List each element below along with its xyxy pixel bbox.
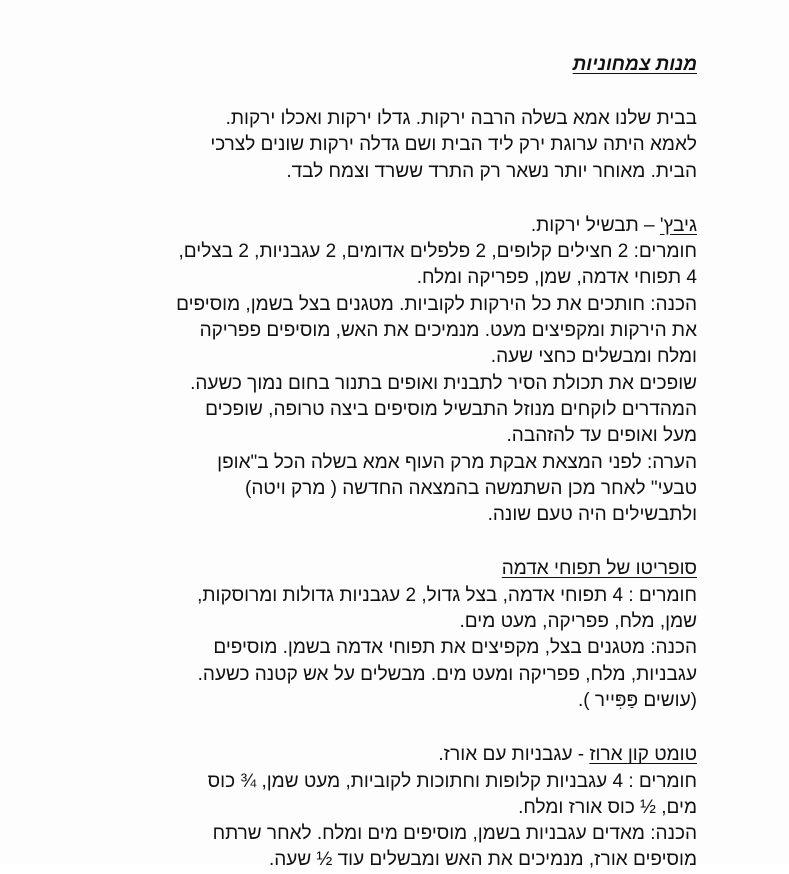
intro-line: לאמא היתה ערוגת ירק ליד הבית ושם גדלה ירקות שונים לצרכי xyxy=(210,134,697,156)
document-body xyxy=(137,52,697,874)
recipe-line: חומרים: 2 חצילים קלופים, 2 פלפלים אדומים, 2 עגבניות, 2 בצלים, xyxy=(178,241,697,263)
recipe-gibetz xyxy=(137,213,697,529)
recipe-line: ולתבשילים היה טעם שונה. xyxy=(487,504,697,526)
recipe-line: 4 תפוחי אדמה, שמן, פפריקה ומלח. xyxy=(416,267,697,289)
recipe-tomat-kon-aroz xyxy=(137,742,697,873)
recipe-line: מוסיפים אורז, מנמיכים את האש ומבשלים עוד ½ שעה. xyxy=(268,849,697,871)
recipe-line: עגבניות, מלח, פפריקה ומעט מים. מבשלים על אש קטנה כשעה. xyxy=(197,663,697,685)
recipe-line: הערה: לפני המצאת אבקת מרק העוף אמא בשלה הכל ב"אופן xyxy=(217,451,697,473)
recipe-sofrito xyxy=(137,556,697,714)
recipe-name: גיבץ' xyxy=(659,214,697,236)
recipe-heading xyxy=(137,213,697,239)
recipe-line: הכנה: חותכים את כל הירקות לקוביות. מטגנים בצל בשמן, מוסיפים xyxy=(176,293,697,315)
recipe-line: שמן, מלח, פפריקה, מעט מים. xyxy=(459,611,697,633)
recipe-line: ומלח ומבשלים כחצי שעה. xyxy=(490,346,697,368)
recipe-subtitle: - עגבניות עם אורז. xyxy=(438,744,590,766)
recipe-line: הכנה: מטגנים בצל, מקפיצים את תפוחי אדמה בשמן. מוסיפים xyxy=(213,637,697,659)
recipe-name: סופריטו של תפוחי אדמה xyxy=(501,558,697,580)
recipe-line: מעל ואופים עד להזהבה. xyxy=(506,425,697,447)
recipe-line: חומרים : 4 עגבניות קלופות וחתוכות לקוביות, מעט שמן, ¾ כוס xyxy=(207,770,697,792)
intro-line: בבית שלנו אמא בשלה הרבה ירקות. גדלו ירקות ואכלו ירקות. xyxy=(225,108,697,129)
recipe-line: את הירקות ומקפיצים מעט. מנמיכים את האש, מוסיפים פפריקה xyxy=(199,320,697,342)
recipe-name: טומט קון ארוז xyxy=(589,744,697,766)
recipe-heading xyxy=(137,742,697,768)
recipe-line: הכנה: מאדים עגבניות בשמן, מוסיפים מים ומלח. לאחר שרתח xyxy=(212,823,697,845)
recipe-heading xyxy=(137,556,697,582)
recipe-line: (עושים פַּפִּייר ). xyxy=(578,689,697,711)
recipe-line: שופכים את תכולת הסיר לתבנית ואופים בתנור בחום נמוך כשעה. xyxy=(190,372,697,394)
recipe-line: חומרים : 4 תפוחי אדמה, בצל גדול, 2 עגבניות גדולות ומרוסקות, xyxy=(197,584,697,606)
recipe-line: טבעי" לאחר מכן השתמשה בהמצאה החדשה ( מרק ויטה) xyxy=(245,477,697,499)
recipe-line: מים, ½ כוס אורז ומלח. xyxy=(518,796,697,818)
intro-paragraph xyxy=(137,106,697,185)
intro-line: הבית. מאוחר יותר נשאר רק התרד ששרד וצמח לבד. xyxy=(286,160,697,182)
recipe-subtitle: – תבשיל ירקות. xyxy=(530,214,660,236)
recipe-line: המהדרים לוקחים מנוזל התבשיל מוסיפים ביצה טרופה, שופכים xyxy=(205,398,697,420)
page-title: מנות צמחוניות xyxy=(572,54,697,75)
